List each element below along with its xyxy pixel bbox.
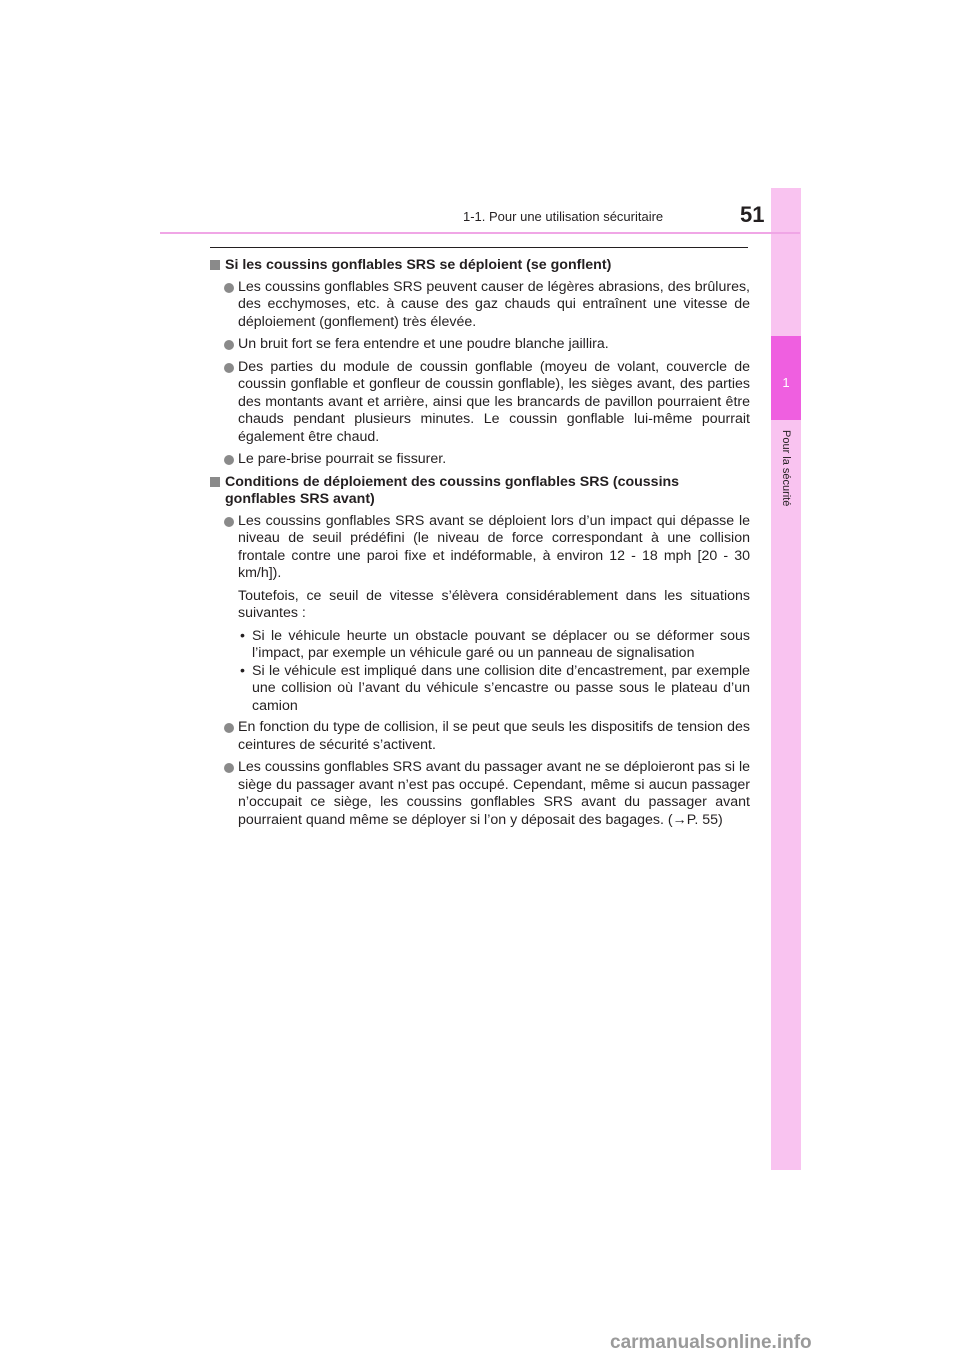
section-heading: Si les coussins gonflables SRS se déploient (se gonflent): [210, 257, 750, 275]
sub-list-item: • Si le véhicule heurte un obstacle pouvant se déplacer ou se déformer sous l’impact, par exemple un véhicule garé ou un panneau de signalisation: [240, 627, 750, 661]
side-tab-label-text: Pour la sécurité: [780, 430, 792, 507]
list-item: Les coussins gonflables SRS avant du passager avant ne se déploieront pas si le siège du passager avant n’est pas occupé. Cependant, même si aucun passager n’occupait ce siège, les coussins gonflables SRS avant du passager avant pourraient quand même se déployer si l’on y déposait des bagages. (→P. 55): [210, 759, 750, 829]
round-bullet-icon: [224, 723, 234, 733]
page-content: [210, 257, 750, 834]
round-bullet-icon: [224, 340, 234, 350]
side-tab-number: 1: [782, 375, 790, 390]
section-title: 1-1. Pour une utilisation sécuritaire: [463, 209, 664, 224]
round-bullet-icon: [224, 455, 234, 465]
sub-list-item: • Si le véhicule est impliqué dans une collision dite d’encastrement, par exemple une collision où l’avant du véhicule s’encastre ou passe sous le plateau d’un camion: [240, 662, 750, 714]
sub-list: [210, 628, 750, 716]
round-bullet-icon: [224, 763, 234, 773]
header-divider: [160, 232, 800, 234]
dot-marker: •: [240, 662, 245, 679]
watermark: carmanualsonline.info: [610, 1332, 812, 1353]
section-heading: Conditions de déploiement des coussins gonflables SRS (coussins gonflables SRS avant): [210, 474, 750, 509]
square-bullet-icon: [210, 477, 220, 487]
list-item: Les coussins gonflables SRS avant se déploient lors d’un impact qui dépasse le niveau de seuil prédéfini (le niveau de force correspondant à une collision frontale contre une paroi fixe et indéformable, à environ 12 - 18 mph [20 - 30 km/h]).: [210, 513, 750, 583]
round-bullet-icon: [224, 363, 234, 373]
list-item: Les coussins gonflables SRS peuvent causer de légères abrasions, des brûlures, des ecchymoses, etc. à cause des gaz chauds qui entraînent une vitesse de déploiement (gonflement) très élevée.: [210, 279, 750, 332]
paragraph: Toutefois, ce seuil de vitesse s’élèvera considérablement dans les situations suivantes :: [238, 587, 750, 621]
content-divider: [210, 247, 748, 248]
round-bullet-icon: [224, 283, 234, 293]
list-item: Le pare-brise pourrait se fissurer.: [210, 451, 750, 469]
round-bullet-icon: [224, 517, 234, 527]
list-item: Un bruit fort se fera entendre et une poudre blanche jaillira.: [210, 336, 750, 354]
square-bullet-icon: [210, 260, 220, 270]
list-item: Des parties du module de coussin gonflable (moyeu de volant, couvercle de coussin gonflable et gonfleur de coussin gonflable), les sièges avant, des parties des montants avant et arrière, ainsi que les brancards de pavillon pourraient être chauds pendant plusieurs minutes. Le coussin gonflable lui-même pourrait également être chaud.: [210, 359, 750, 447]
dot-marker: •: [240, 627, 245, 644]
page-number: 51: [740, 202, 765, 227]
list-item: En fonction du type de collision, il se peut que seuls les dispositifs de tension des ceintures de sécurité s’activent.: [210, 719, 750, 754]
